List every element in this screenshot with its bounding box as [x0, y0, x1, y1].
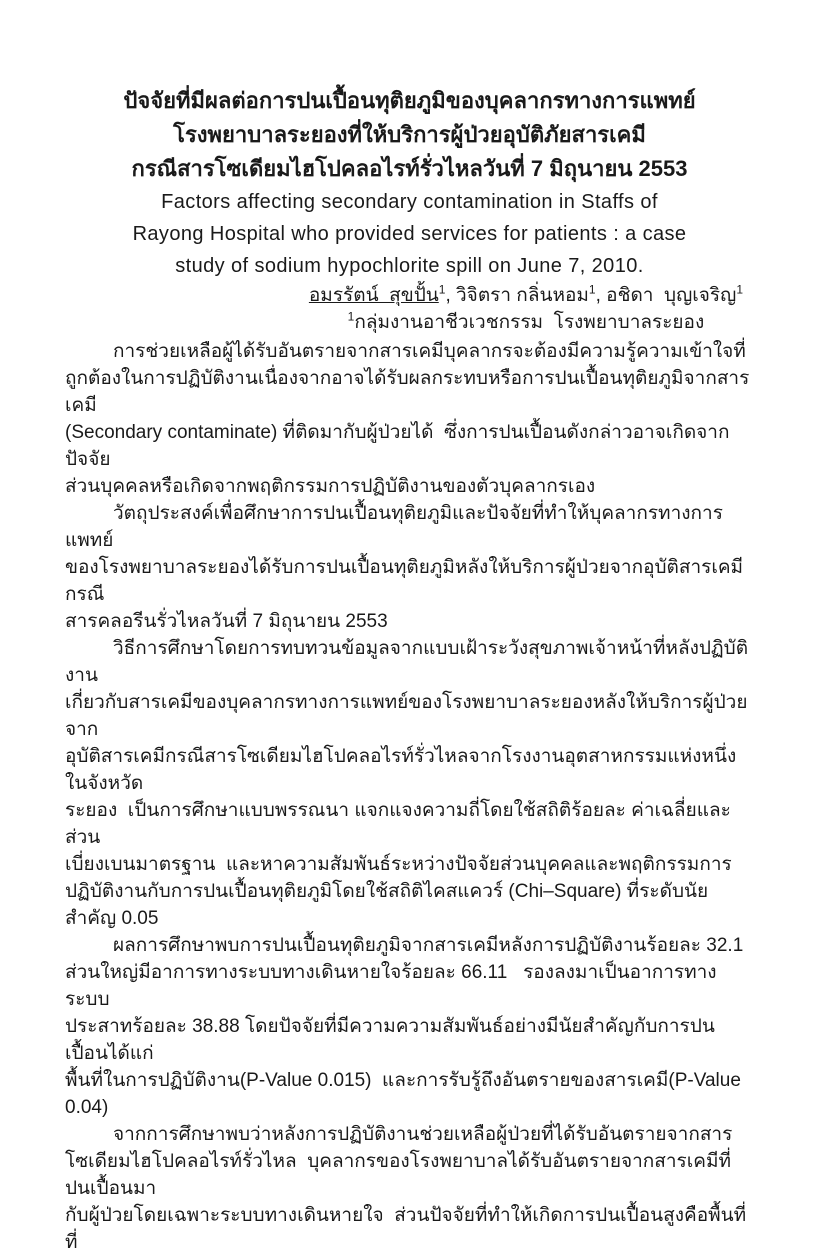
abstract-paragraph	[65, 1121, 755, 1256]
title-english	[0, 186, 819, 282]
byline	[0, 282, 819, 336]
abstract-line: เบี่ยงเบนมาตรฐาน และหาความสัมพันธ์ระหว่างปัจจัยส่วนบุคคลและพฤติกรรมการ	[65, 854, 732, 875]
abstract-line: ประสาทร้อยละ 38.88 โดยปัจจัยที่มีความความสัมพันธ์อย่างมีนัยสำคัญกับการปนเปื้อนได้แก่	[65, 1016, 715, 1064]
abstract-line: ปฏิบัติงานกับการปนเปื้อนทุติยภูมิโดยใช้สถิติไคสแควร์ (Chi–Square) ที่ระดับนัยสำคัญ 0.05	[65, 881, 709, 929]
abstract-line: ถูกต้องในการปฏิบัติงานเนื่องจากอาจได้รับผลกระทบหรือการปนเปื้อนทุติยภูมิจากสารเคมี	[65, 368, 750, 416]
author-name: วิจิตรา กลิ่นหอม	[456, 285, 589, 306]
title-thai	[0, 84, 819, 186]
paper-header	[0, 0, 819, 336]
abstract-line: จากการศึกษาพบว่าหลังการปฏิบัติงานช่วยเหลือผู้ป่วยที่ได้รับอันตรายจากสาร	[113, 1124, 733, 1145]
abstract-line: ระยอง เป็นการศึกษาแบบพรรณนา แจกแจงความถี่โดยใช้สถิติร้อยละ ค่าเฉลี่ยและส่วน	[65, 800, 731, 848]
abstract-line: พื้นที่ในการปฏิบัติงาน(P-Value 0.015) และการรับรู้ถึงอันตรายของสารเคมี(P-Value 0.04)	[65, 1070, 747, 1118]
title-english-line: Factors affecting secondary contamination in Staffs of	[161, 191, 658, 213]
title-thai-line: โรงพยาบาลระยองที่ให้บริการผู้ป่วยอุบัติภัยสารเคมี	[173, 122, 646, 147]
author-name: อชิดา บุญเจริญ	[606, 285, 737, 306]
abstract-line: วัตถุประสงค์เพื่อศึกษาการปนเปื้อนทุติยภูมิและปัจจัยที่ทำให้บุคลากรทางการแพทย์	[65, 503, 723, 551]
abstract-line: การช่วยเหลือผู้ได้รับอันตรายจากสารเคมีบุคลากรจะต้องมีความรู้ความเข้าใจที่	[113, 341, 746, 362]
affiliation-line: $^1$กลุ่มงานอาชีวเวชกรรม โรงพยาบาลระยอง	[347, 309, 705, 333]
abstract-body	[0, 338, 819, 1256]
abstract-line: อุบัติสารเคมีกรณีสารโซเดียมไฮโปคลอไรท์รั่วไหลจากโรงงานอุตสาหกรรมแห่งหนึ่งในจังหวัด	[65, 746, 737, 794]
abstract-line: กับผู้ป่วยโดยเฉพาะระบบทางเดินหายใจ ส่วนปัจจัยที่ทำให้เกิดการปนเปื้อนสูงคือพื้นที่ที่	[65, 1205, 747, 1253]
abstract-line: วิธีการศึกษาโดยการทบทวนข้อมูลจากแบบเฝ้าระวังสุขภาพเจ้าหน้าที่หลังปฏิบัติงาน	[65, 638, 749, 686]
author-superscript: 1	[438, 282, 446, 297]
abstract-line: สารคลอรีนรั่วไหลวันที่ 7 มิถุนายน 2553	[65, 611, 388, 632]
title-english-line: Rayong Hospital who provided services for patients : a case	[132, 223, 687, 245]
abstract-paragraph	[65, 500, 755, 635]
abstract-line: (Secondary contaminate) ที่ติดมากับผู้ป่วยได้ ซึ่งการปนเปื้อนดังกล่าวอาจเกิดจากปัจจัย	[65, 422, 730, 470]
abstract-line: ส่วนบุคคลหรือเกิดจากพฤติกรรมการปฏิบัติงานของตัวบุคลากรเอง	[65, 476, 596, 497]
author-superscript: 1	[736, 282, 743, 297]
title-thai-line: ปัจจัยที่มีผลต่อการปนเปื้อนทุติยภูมิของบุคลากรทางการแพทย์	[123, 88, 696, 113]
abstract-line: ของโรงพยาบาลระยองได้รับการปนเปื้อนทุติยภูมิหลังให้บริการผู้ป่วยจากอุบัติสารเคมีกรณี	[65, 557, 744, 605]
title-thai-line: กรณีสารโซเดียมไฮโปคลอไรท์รั่วไหลวันที่ 7 มิถุนายน 2553	[131, 156, 688, 181]
title-english-line: study of sodium hypochlorite spill on June 7, 2010.	[175, 255, 644, 277]
affiliation-superscript: 1	[347, 309, 355, 324]
author-line: อมรรัตน์ สุขปั้น$^1$, วิจิตรา กลิ่นหอม$^1$, อชิดา บุญเจริญ$^1$	[308, 282, 743, 306]
abstract-paragraph	[65, 932, 755, 1121]
abstract-paragraph	[65, 338, 755, 500]
author-superscript: 1	[588, 282, 596, 297]
byline-inner	[309, 282, 743, 336]
abstract-line: ผลการศึกษาพบการปนเปื้อนทุติยภูมิจากสารเคมีหลังการปฏิบัติงานร้อยละ 32.1	[113, 935, 744, 956]
abstract-line: ส่วนใหญ่มีอาการทางระบบทางเดินหายใจร้อยละ 66.11 รองลงมาเป็นอาการทางระบบ	[65, 962, 717, 1010]
author-name: อมรรัตน์ สุขปั้น	[308, 285, 439, 306]
abstract-line: โซเดียมไฮโปคลอไรท์รั่วไหล บุคลากรของโรงพยาบาลได้รับอันตรายจากสารเคมีที่ปนเปื้อนมา	[65, 1151, 732, 1199]
abstract-line: เกี่ยวกับสารเคมีของบุคลากรทางการแพทย์ของโรงพยาบาลระยองหลังให้บริการผู้ป่วยจาก	[65, 692, 748, 740]
abstract-paragraph	[65, 635, 755, 932]
